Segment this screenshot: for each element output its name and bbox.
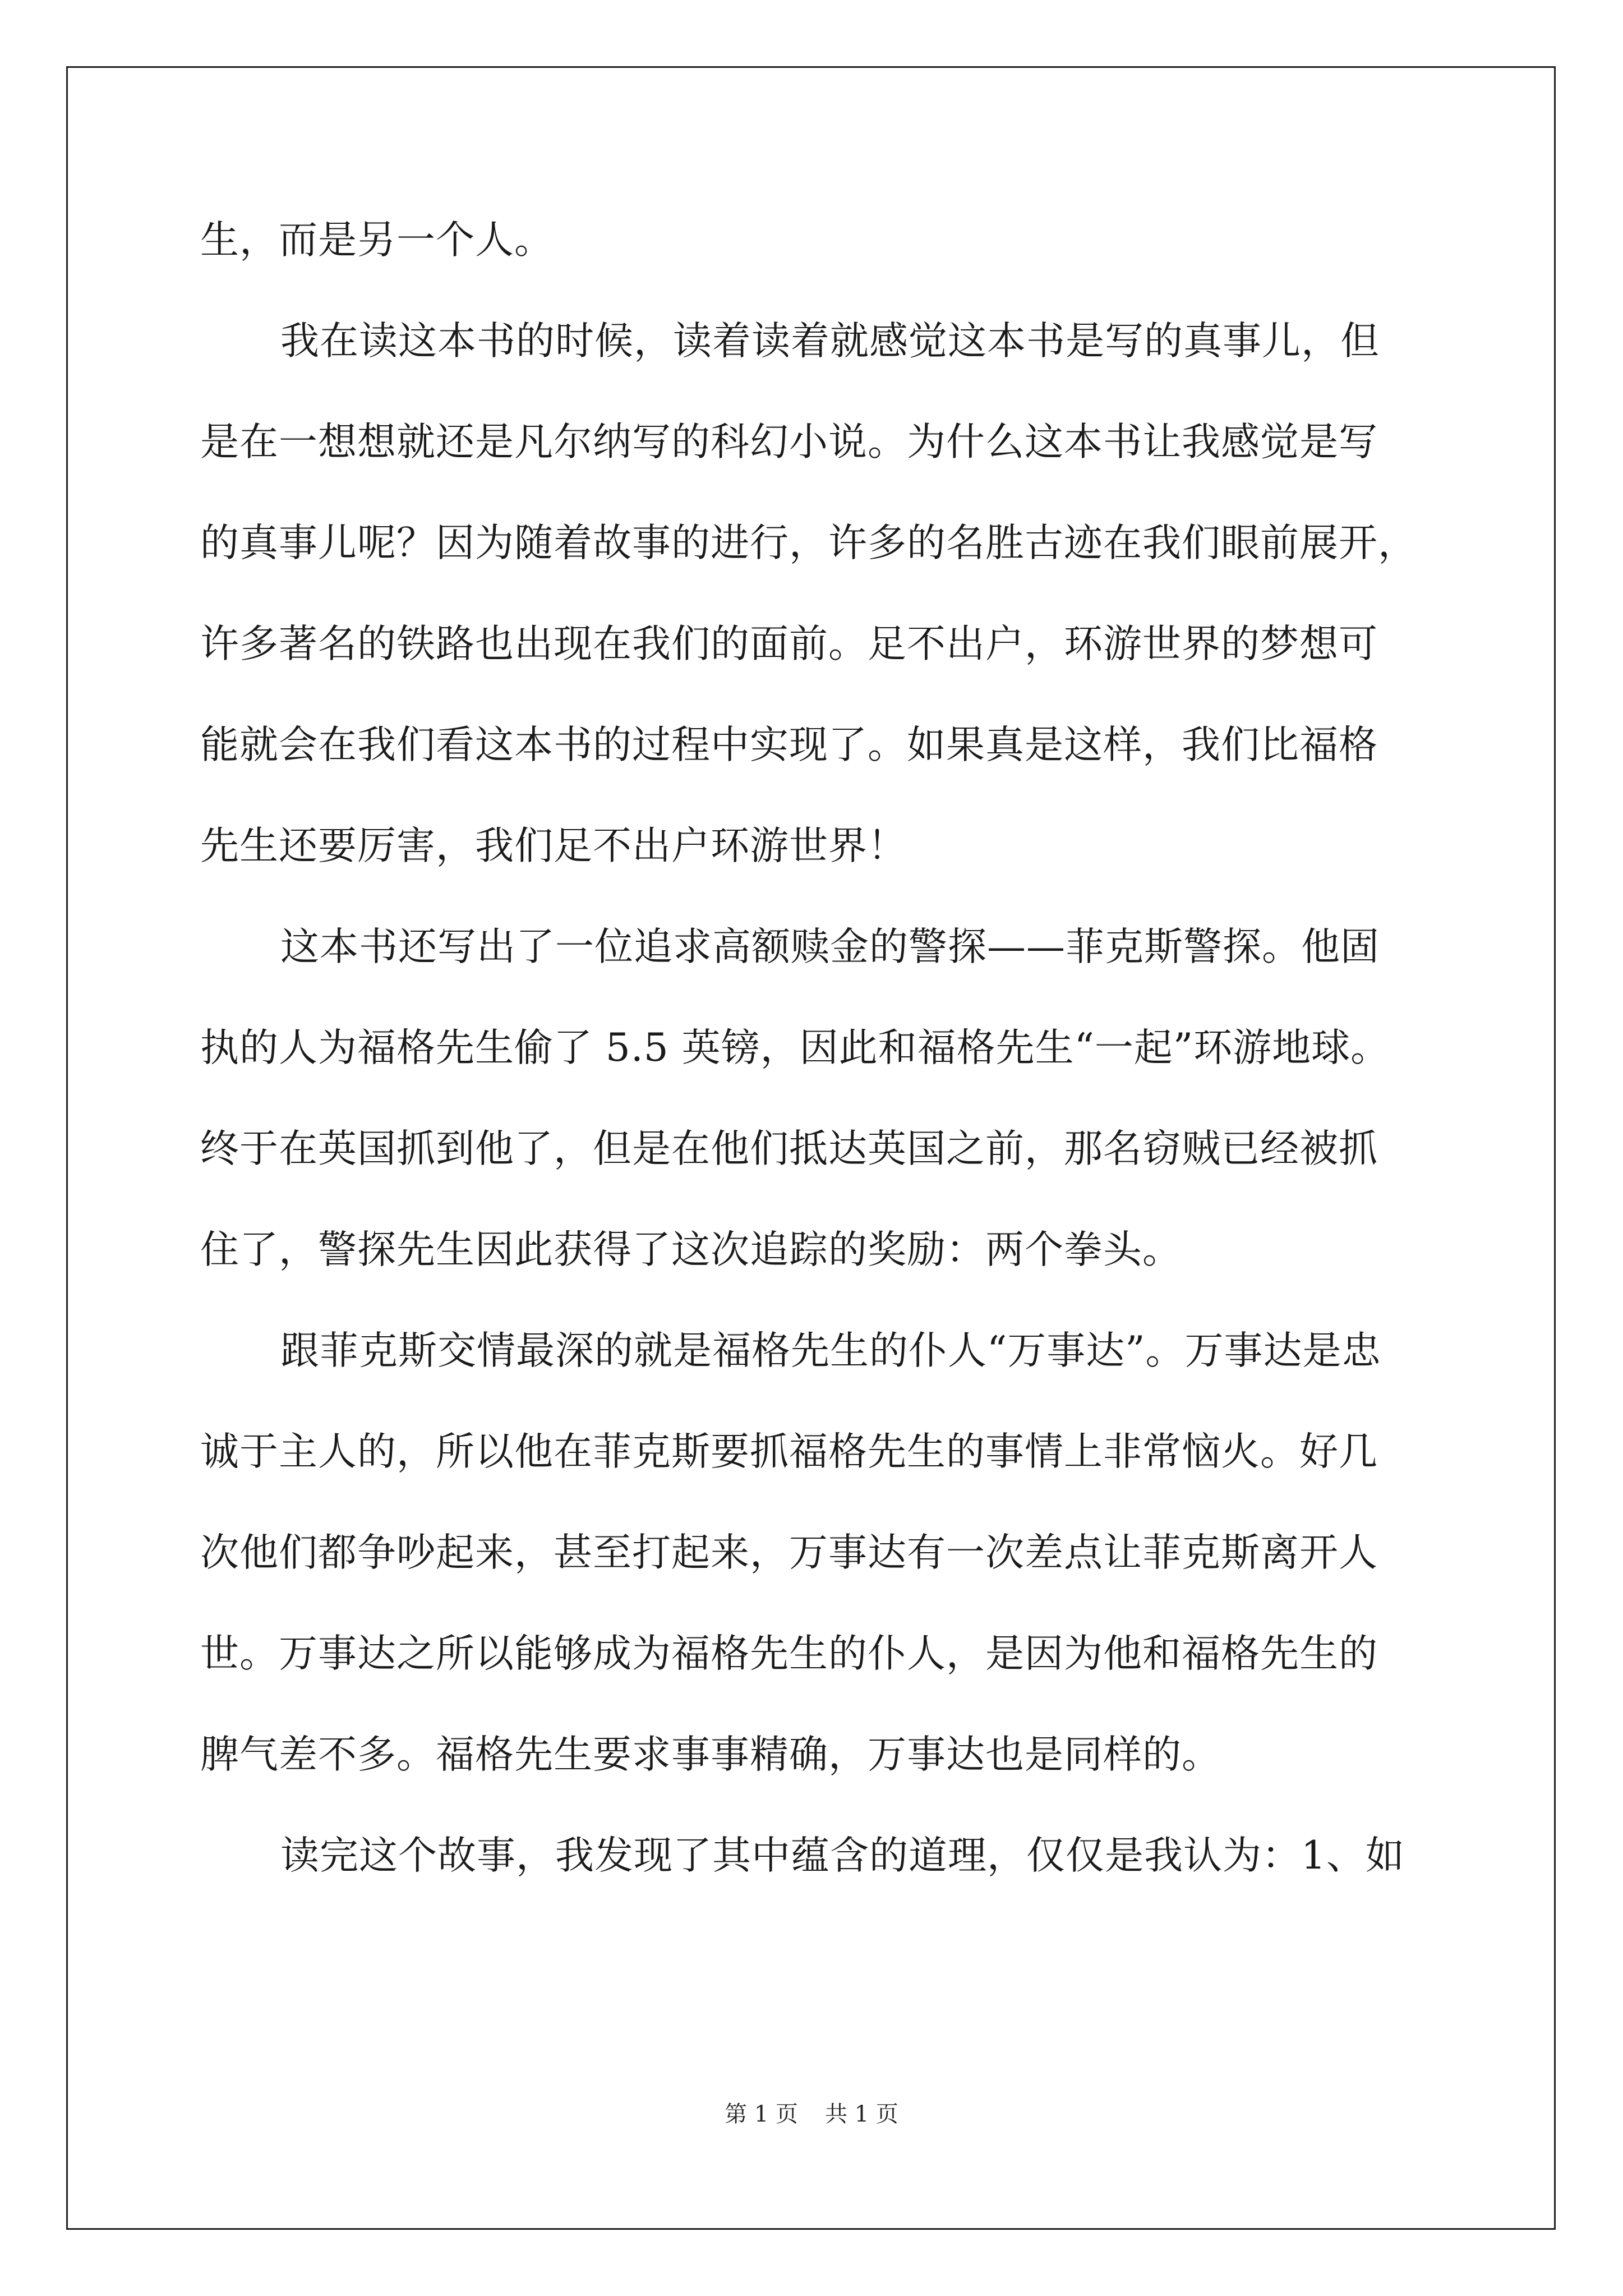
text-line: 住了，警探先生因此获得了这次追踪的奖励：两个拳头。 [200,1227,1182,1272]
text-line: 是在一想想就还是凡尔纳写的科幻小说。为什么这本书让我感觉是写 [200,420,1378,464]
text-line: 跟菲克斯交情最深的就是福格先生的仆人“万事达”。万事达是忠 [280,1328,1381,1373]
text-line: 能就会在我们看这本书的过程中实现了。如果真是这样，我们比福格 [200,723,1378,767]
text-line: 执的人为福格先生偷了 5.5 英镑，因此和福格先生“一起”环游地球。 [200,1025,1390,1070]
text-line: 世。万事达之所以能够成为福格先生的仆人，是因为他和福格先生的 [200,1631,1378,1676]
text-line: 这本书还写出了一位追求高额赎金的警探——菲克斯警探。他固 [280,924,1380,969]
text-line: 次他们都争吵起来，甚至打起来，万事达有一次差点让菲克斯离开人 [200,1530,1378,1575]
text-line: 生，而是另一个人。 [200,218,554,263]
text-line: 脾气差不多。福格先生要求事事精确，万事达也是同样的。 [200,1732,1221,1777]
page-total: 共 1 页 [825,2101,898,2127]
page-number: 第 1 页 [725,2101,798,2127]
text-line: 读完这个故事，我发现了其中蕴含的道理，仅仅是我认为：1、如 [280,1833,1405,1878]
text-line: 我在读这本书的时候，读着读着就感觉这本书是写的真事儿，但 [280,319,1380,364]
text-line: 的真事儿呢？因为随着故事的进行，许多的名胜古迹在我们眼前展开， [200,521,1417,565]
text-line: 诚于主人的，所以他在菲克斯要抓福格先生的事情上非常恼火。好几 [200,1429,1378,1474]
text-line: 终于在英国抓到他了，但是在他们抵达英国之前，那名窃贼已经被抓 [200,1126,1378,1171]
text-line: 许多著名的铁路也出现在我们的面前。足不出户，环游世界的梦想可 [200,622,1378,666]
page-footer [0,2100,1623,2128]
text-line: 先生还要厉害，我们足不出户环游世界！ [200,823,907,868]
